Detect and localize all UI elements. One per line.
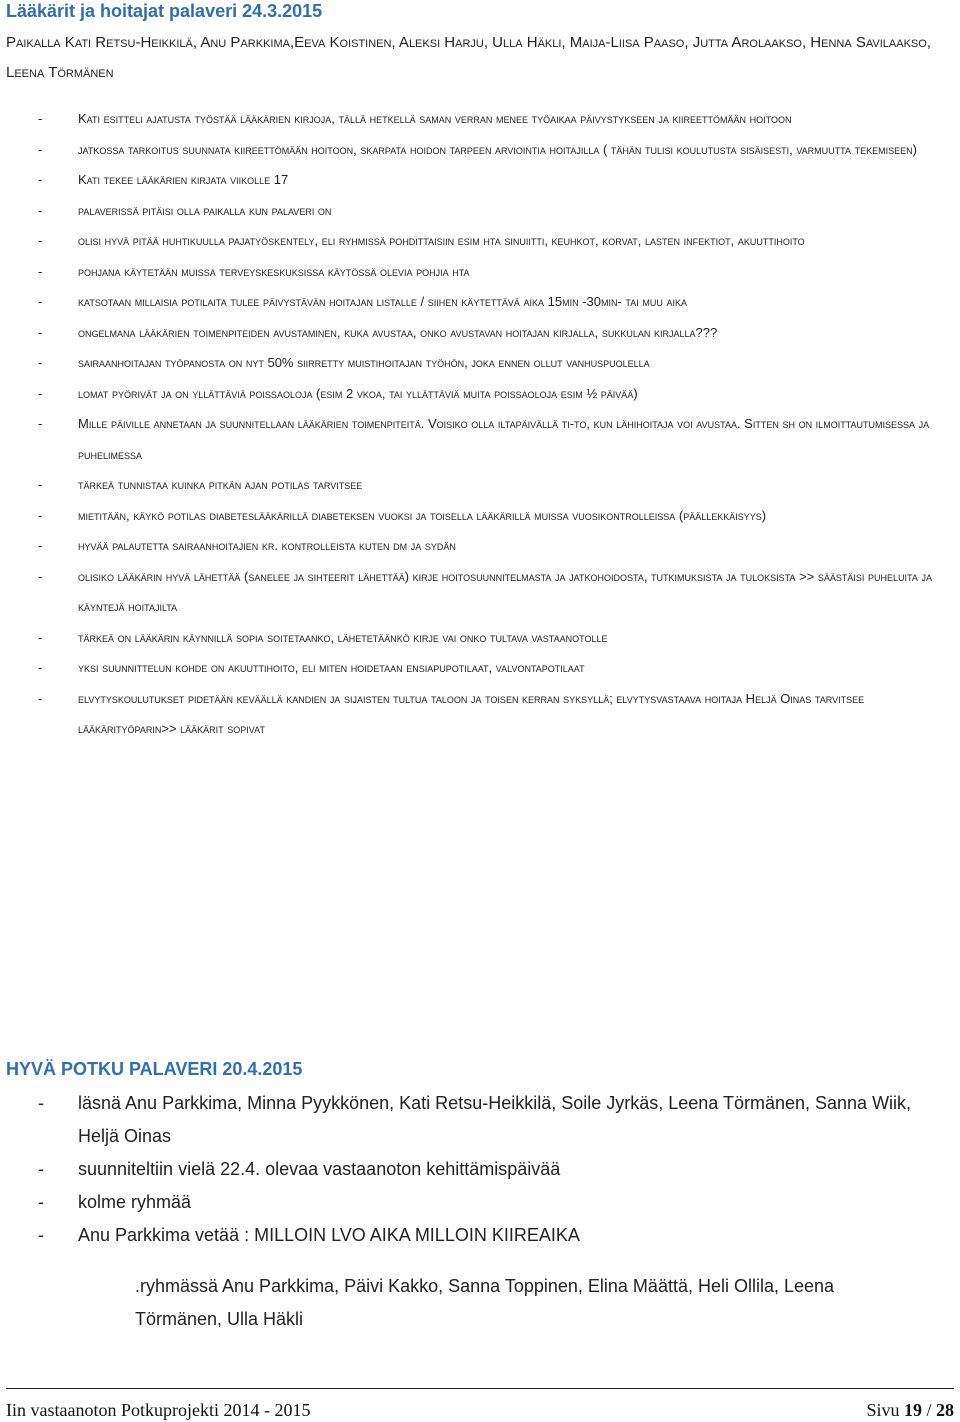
list-item <box>0 318 960 349</box>
bullet-dash: - <box>38 294 43 309</box>
list-item-text: elvytyskoulutukset pidetään keväällä kandien ja sijaisten tultua taloon ja toisen kerran syksyllä; elvytysvastaava hoitaja Heljä Oinas tarvitsee lääkärityöparin>> lääkärit sopivat <box>78 690 865 736</box>
bullet-dash: - <box>38 1225 44 1245</box>
bullet-dash: - <box>38 324 43 340</box>
list-item-text: Anu Parkkima vetää : MILLOIN LVO AIKA MILLOIN KIIREAIKA <box>78 1225 580 1245</box>
bullet-dash: - <box>38 416 43 431</box>
bullet-dash: - <box>38 202 43 218</box>
list-item-text: jatkossa tarkoitus suunnata kiireettömään hoitoon, skarpata hoidon tarpeen arviointia hoitajilla ( tähän tulisi koulutusta sisäisesti, varmuutta tekemiseen) <box>78 141 917 157</box>
list-item-text: tärkeä tunnistaa kuinka pitkän ajan potilas tarvitsee <box>78 477 363 492</box>
bullet-dash: - <box>38 355 43 370</box>
list-item-text: Kati esitteli ajatusta työstää lääkärien kirjoja, tällä hetkellä saman verran menee työaikaa päivystykseen ja kiireettömään hoitoon <box>78 111 792 126</box>
footer-project-name: Iin vastaanoton Potkuprojekti 2014 - 2015 <box>6 1400 311 1420</box>
list-item <box>0 501 960 532</box>
bullet-dash: - <box>38 477 43 492</box>
bullet-dash: - <box>38 629 43 645</box>
list-item <box>0 165 960 196</box>
list-item <box>0 1087 960 1153</box>
bullet-dash: - <box>38 1093 44 1113</box>
list-item <box>0 257 960 288</box>
list-item-text: lomat pyörivät ja on yllättäviä poissaoloja (esim 2 vkoa, tai yllättäviä muita poissaoloja esim ½ päivää) <box>78 385 638 401</box>
list-item <box>0 409 960 470</box>
list-item <box>0 1153 960 1186</box>
meeting1-attendance: Paikalla Kati Retsu-Heikkilä, Anu Parkkima,Eeva Koistinen, Aleksi Harju, Ulla Häkli, Maija-Liisa Paaso, Jutta Arolaakso, Henna Savilaakso, Leena Törmänen <box>6 34 931 81</box>
list-item <box>0 470 960 501</box>
list-item <box>0 684 960 745</box>
meeting1-notes-list <box>0 104 960 745</box>
bullet-dash: - <box>38 111 43 126</box>
list-item-text: yksi suunnittelun kohde on akuuttihoito, eli miten hoidetaan ensiapupotilaat, valvontapotilaat <box>78 660 585 675</box>
list-item <box>0 348 960 379</box>
list-item <box>0 135 960 166</box>
list-item-text: mietitään, käykö potilas diabeteslääkärillä diabeteksen vuoksi ja toisella lääkärillä muissa vuosikontrolleissa (päällekkäisyys) <box>78 507 767 523</box>
list-item-text: pohjana käytetään muissa terveyskeskuksissa käytössä olevia pohjia hta <box>78 263 470 279</box>
list-item-text: tärkeä on lääkärin käynnillä sopia soitetaanko, lähetetäänkö kirje vai onko tultava vastaanotolle <box>78 629 608 645</box>
bullet-dash: - <box>38 538 43 553</box>
bullet-dash: - <box>38 507 43 523</box>
list-item <box>0 226 960 257</box>
list-item <box>0 653 960 684</box>
list-item <box>0 562 960 623</box>
list-item-text: hyvää palautetta sairaanhoitajien kr. kontrolleista kuten dm ja sydän <box>78 538 456 553</box>
list-item <box>0 1219 960 1252</box>
list-item-text: kolme ryhmää <box>78 1192 192 1212</box>
meeting2-title: HYVÄ POTKU PALAVERI 20.4.2015 <box>6 1059 303 1079</box>
meeting2-group-note: .ryhmässä Anu Parkkima, Päivi Kakko, Sanna Toppinen, Elina Määttä, Heli Ollila, Leena Törmänen, Ulla Häkli <box>135 1276 835 1329</box>
list-item-text: ongelmana lääkärien toimenpiteiden avustaminen, kuka avustaa, onko avustavan hoitajan kirjalla, sukkulan kirjalla??? <box>78 324 718 340</box>
bullet-dash: - <box>38 233 43 248</box>
footer-page-number <box>866 1398 954 1422</box>
list-item <box>0 531 960 562</box>
list-item-text: sairaanhoitajan työpanosta on nyt 50% siirretty muistihoitajan työhön, joka ennen ollut vanhuspuolella <box>78 355 650 370</box>
list-item-text: Kati tekee lääkärien kirjata viikolle 17 <box>78 172 289 187</box>
list-item-text: olisi hyvä pitää huhtikuulla pajatyöskentely, eli ryhmissä pohdittaisiin esim hta sinuiitti, keuhkot, korvat, lasten infektiot, akuuttihoito <box>78 233 805 248</box>
list-item <box>0 287 960 318</box>
list-item <box>0 1186 960 1219</box>
list-item <box>0 623 960 654</box>
bullet-dash: - <box>38 385 43 401</box>
meeting2-notes-list <box>0 1087 960 1252</box>
list-item <box>0 379 960 410</box>
meeting1-title: Lääkärit ja hoitajat palaveri 24.3.2015 <box>6 1 323 21</box>
list-item-text: läsnä Anu Parkkima, Minna Pyykkönen, Kati Retsu-Heikkilä, Soile Jyrkäs, Leena Törmänen, Sanna Wiik, Heljä Oinas <box>78 1093 912 1146</box>
page-label: Sivu <box>866 1400 900 1420</box>
list-item-text: Mille päiville annetaan ja suunnitellaan lääkärien toimenpiteitä. Voisiko olla iltapäivällä ti-to, kun lähihoitaja voi avustaa. Sitten sh on ilmoittautumisessa ja puhelimessa <box>78 416 930 462</box>
bullet-dash: - <box>38 660 43 675</box>
list-item <box>0 196 960 227</box>
bullet-dash: - <box>38 690 43 706</box>
bullet-dash: - <box>38 172 43 187</box>
bullet-dash: - <box>38 568 43 584</box>
list-item-text: olisiko lääkärin hyvä lähettää (sanelee ja sihteerit lähettää) kirje hoitosuunnitelmasta ja jatkohoidosta, tutkimuksista ja tuloksista >> säästäisi puheluita ja käyntejä hoitajilta <box>78 568 932 614</box>
list-item-text: suunniteltiin vielä 22.4. olevaa vastaanoton kehittämispäivää <box>78 1159 561 1179</box>
list-item <box>0 104 960 135</box>
bullet-dash: - <box>38 263 43 279</box>
page-separator: / <box>926 1400 932 1420</box>
bullet-dash: - <box>38 1192 44 1212</box>
bullet-dash: - <box>38 1159 44 1179</box>
page-current: 19 <box>903 1400 922 1420</box>
page-total: 28 <box>936 1400 954 1420</box>
bullet-dash: - <box>38 141 43 157</box>
footer-divider <box>6 1388 954 1389</box>
list-item-text: palaverissä pitäisi olla paikalla kun palaveri on <box>78 202 332 218</box>
list-item-text: katsotaan millaisia potilaita tulee päivystävän hoitajan listalle / siihen käytettävä aika 15min -30min- tai muu aika <box>78 294 687 309</box>
